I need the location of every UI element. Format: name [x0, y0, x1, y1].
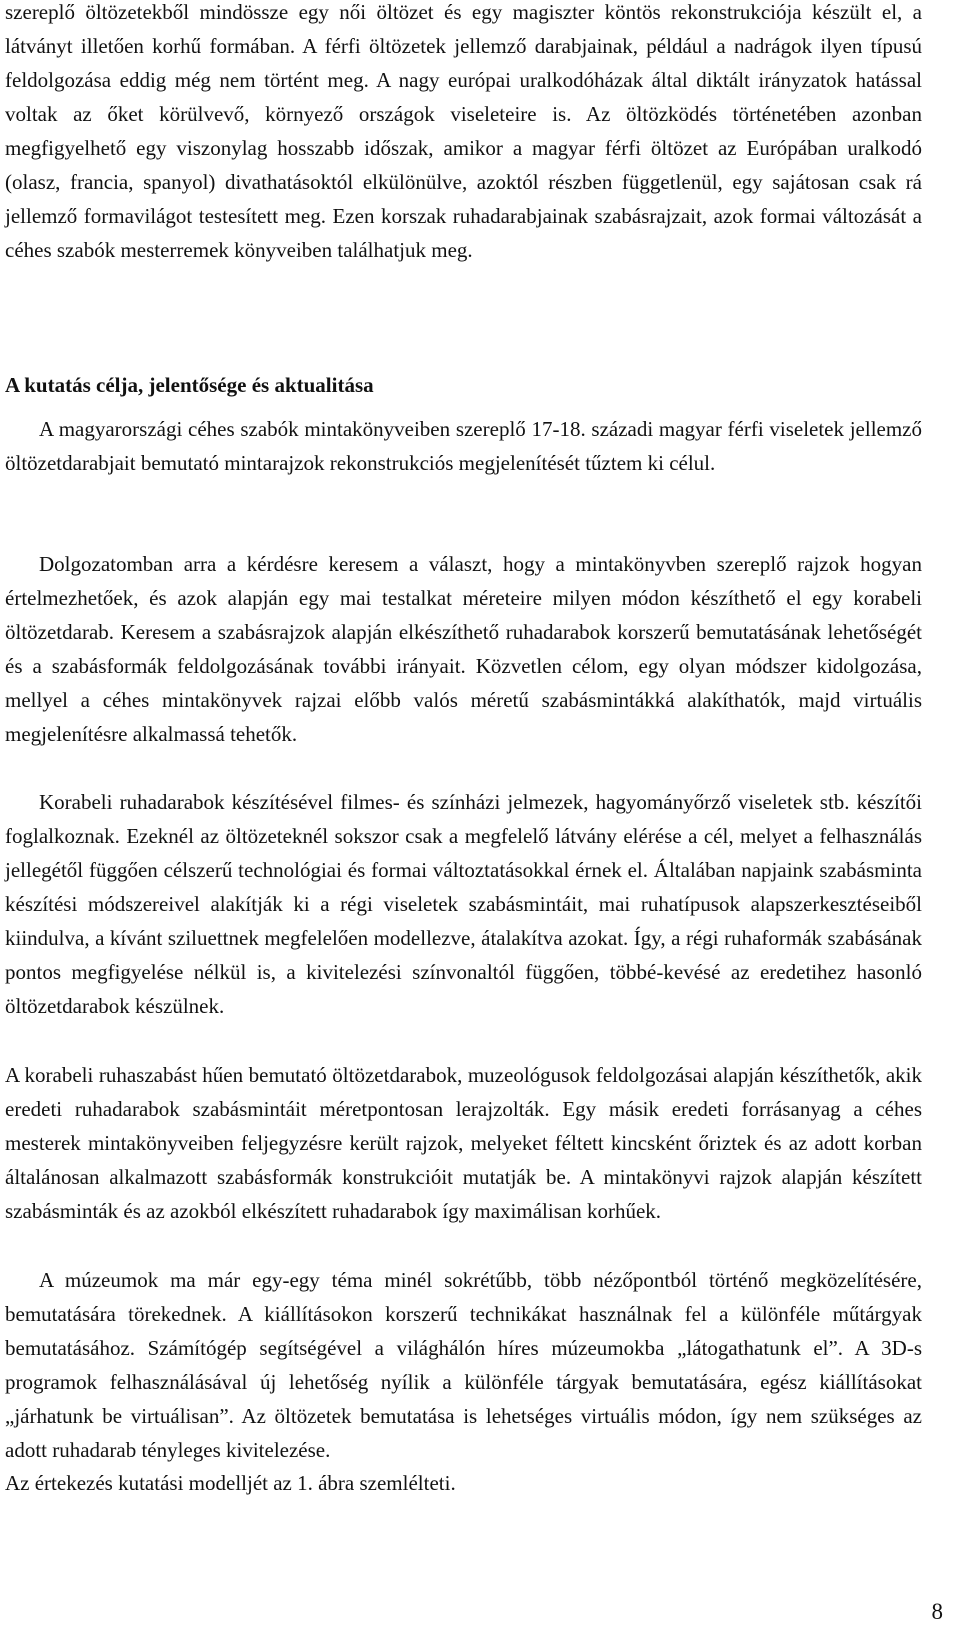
section-heading: A kutatás célja, jelentősége és aktualitása — [5, 373, 374, 397]
body-paragraph: Dolgozatomban arra a kérdésre keresem a választ, hogy a mintakönyvben szereplő rajzok hogyan értelmezhetőek, és azok alapján egy mai testalkat méreteire milyen módon készíthető el egy korabeli öltözetdarab. Keresem a szabásrajzok alapján elkészíthető ruhadarabok korszerű bemutatásának lehetőségét és a szabásformák feldolgozásának további irányait. Közvetlen célom, egy olyan módszer kidolgozása, mellyel a céhes mintakönyvek rajzai előbb valós méretű szabásmintákká alakíthatók, majd virtuális megjelenítésre alkalmassá tehetők. — [5, 552, 922, 746]
body-paragraph: A magyarországi céhes szabók mintakönyveiben szereplő 17-18. századi magyar férfi viseletek jellemző öltözetdarabjait bemutató mintarajzok rekonstrukciós megjelenítését tűztem ki célul. — [5, 417, 922, 475]
body-paragraph: Az értekezés kutatási modelljét az 1. ábra szemlélteti. — [5, 1471, 456, 1495]
body-paragraph: szereplő öltözetekből mindössze egy női öltözet és egy magiszter köntös rekonstrukciója készült el, a látványt illetően korhű formában. A férfi öltözetek jellemző darabjainak, például a nadrágok ilyen típusú feldolgozása eddig még nem történt meg. A nagy európai uralkodóházak által diktált irányzatok hatással voltak az őket körülvevő, környező országok viseleteire is. Az öltözködés történetében azonban megfigyelhető egy viszonylag hosszabb időszak, amikor a magyar férfi öltözet az Európában uralkodó (olasz, francia, spanyol) divathatásoktól elkülönülve, azoktól részben függetlenül, egy sajátosan csak rá jellemző formavilágot testesített meg. Ezen korszak ruhadarabjainak szabásrajzait, azok formai változását a céhes szabók mesterremek könyveiben találhatjuk meg. — [5, 0, 922, 262]
body-paragraph: A korabeli ruhaszabást hűen bemutató öltözetdarabok, muzeológusok feldolgozásai alapján készíthetők, akik eredeti ruhadarabok szabásmintáit méretpontosan lerajzolták. Egy másik eredeti forrásanyag a céhes mesterek mintakönyveiben feljegyzésre került rajzok, melyeket féltett kincsként őriztek és az adott korban általánosan alkalmazott szabásformák konstrukcióit mutatják be. A mintakönyvi rajzok alapján készített szabásminták és az azokból elkészített ruhadarabok így maximálisan korhűek. — [5, 1063, 922, 1223]
page-number: 8 — [931, 1599, 943, 1624]
body-paragraph: A múzeumok ma már egy-egy téma minél sokrétűbb, több nézőpontból történő megközelítésére, bemutatására törekednek. A kiállításokon korszerű technikákat használnak fel a különféle műtárgyak bemutatásához. Számítógép segítségével a világhálón híres múzeumokba „látogathatunk el”. A 3D-s programok felhasználásával új lehetőség nyílik a különféle tárgyak bemutatására, egész kiállításokat „járhatunk be virtuálisan”. Az öltözetek bemutatása is lehetséges virtuális módon, így nem szükséges az adott ruhadarab tényleges kivitelezése. — [5, 1268, 922, 1462]
body-paragraph: Korabeli ruhadarabok készítésével filmes- és színházi jelmezek, hagyományőrző viseletek stb. készítői foglalkoznak. Ezeknél az öltözeteknél sokszor csak a megfelelő látvány elérése a cél, melyet a felhasználás jellegétől függően célszerű technológiai és formai változtatásokkal érnek el. Általában napjaink szabásminta készítési módszereivel alakítják ki a régi viseletek szabásmintáit, mai ruhatípusok alapszerkesztéseiből kiindulva, a kívánt sziluettnek megfelelően modellezve, átalakítva azokat. Így, a régi ruhaformák szabásának pontos megfigyelése nélkül is, a kivitelezési színvonaltól függően, többé-kevésé az eredetihez hasonló öltözetdarabok készülnek. — [5, 790, 922, 1018]
